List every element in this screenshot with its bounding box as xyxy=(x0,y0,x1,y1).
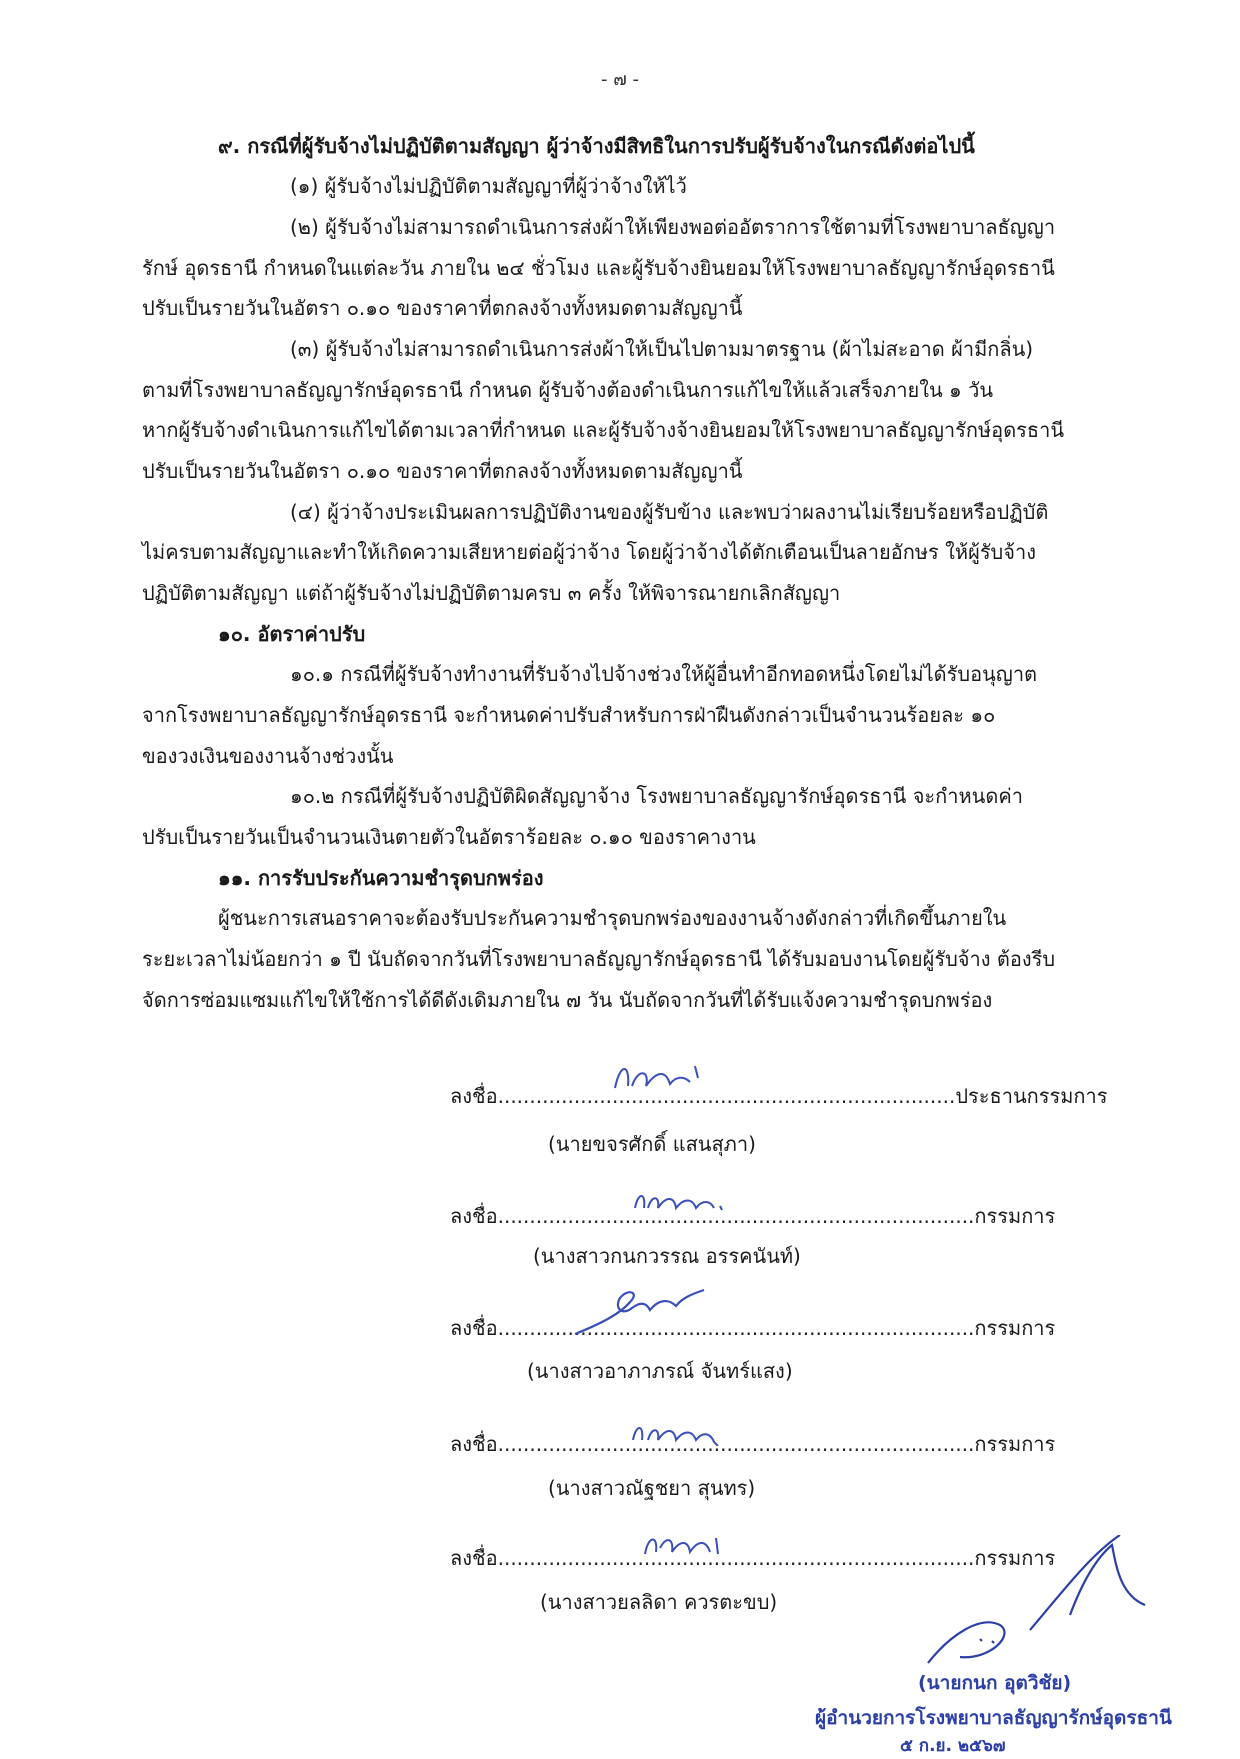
clause-9-2-line3: ปรับเป็นรายวันในอัตรา ๐.๑๐ ของราคาที่ตกลงจ้างทั้งหมดตามสัญญานี้ xyxy=(142,296,743,320)
section-11-line3: จัดการซ่อมแซมแก้ไขให้ใช้การได้ดีดังเดิมภายใน ๗ วัน นับถัดจากวันที่ได้รับแจ้งความชำรุดบกพร่อง xyxy=(142,988,993,1012)
director-title: ผู้อำนวยการโรงพยาบาลธัญญารักษ์อุดรธานี xyxy=(815,1707,1172,1729)
sign-role: กรรมการ xyxy=(974,1204,1056,1228)
signer-name: (นางสาวยลลิดา ควรตะขบ) xyxy=(540,1590,778,1614)
sign-label: ลงชื่อ xyxy=(450,1546,498,1570)
sign-role: กรรมการ xyxy=(974,1546,1056,1570)
clause-10-1-line1: ๑๐.๑ กรณีที่ผู้รับจ้างทำงานที่รับจ้างไปจ้างช่วงให้ผู้อื่นทำอีกทอดหนึ่งโดยไม่ได้รับอนุญาต xyxy=(290,662,1038,686)
sign-dots: ........................................................................... xyxy=(497,1204,975,1228)
section-10-heading: ๑๐. อัตราค่าปรับ xyxy=(218,622,366,646)
handwritten-signature xyxy=(610,1058,710,1098)
sign-label: ลงชื่อ xyxy=(450,1432,498,1456)
approval-date-stamp: ๕ ก.ย. ๒๕๖๗ xyxy=(900,1736,1006,1756)
clause-9-2-line2: รักษ์ อุดรธานี กำหนดในแต่ละวัน ภายใน ๒๔ ชั่วโมง และผู้รับจ้างยินยอมให้โรงพยาบาลธัญญารักษ์อุดรธานี xyxy=(142,256,1055,280)
clause-9-4-line3: ปฏิบัติตามสัญญา แต่ถ้าผู้รับจ้างไม่ปฏิบัติตามครบ ๓ ครั้ง ให้พิจารณายกเลิกสัญญา xyxy=(142,581,841,605)
signature-line xyxy=(450,1200,1055,1232)
handwritten-signature xyxy=(570,1284,710,1340)
sign-dots: ........................................................................... xyxy=(497,1316,975,1340)
sign-role: ประธานกรรมการ xyxy=(955,1084,1108,1108)
clause-10-1-line2: จากโรงพยาบาลธัญญารักษ์อุดรธานี จะกำหนดค่าปรับสำหรับการฝ่าฝืนดังกล่าวเป็นจำนวนร้อยละ ๑๐ xyxy=(142,703,996,727)
section-11-line2: ระยะเวลาไม่น้อยกว่า ๑ ปี นับถัดจากวันที่โรงพยาบาลธัญญารักษ์อุดรธานี ได้รับมอบงานโดยผู้รับจ้าง ต้องรีบ xyxy=(142,947,1056,971)
sign-label: ลงชื่อ xyxy=(450,1084,498,1108)
handwritten-signature xyxy=(640,1526,730,1560)
section-11-line1: ผู้ชนะการเสนอราคาจะต้องรับประกันความชำรุดบกพร่องของงานจ้างดังกล่าวที่เกิดขึ้นภายใน xyxy=(218,906,1007,930)
signature-line xyxy=(450,1428,1055,1460)
section-11-heading: ๑๑. การรับประกันความชำรุดบกพร่อง xyxy=(218,866,544,890)
clause-10-1-line3: ของวงเงินของงานจ้างช่วงนั้น xyxy=(142,744,394,768)
clause-9-4-line1: (๔) ผู้ว่าจ้างประเมินผลการปฏิบัติงานของผู้รับข้าง และพบว่าผลงานไม่เรียบร้อยหรือปฏิบัติ xyxy=(290,500,1049,524)
sign-dots: ........................................................................ xyxy=(497,1084,956,1108)
sign-label: ลงชื่อ xyxy=(450,1316,498,1340)
director-name: (นายกนก อุตวิชัย) xyxy=(918,1672,1072,1694)
clause-10-2-line2: ปรับเป็นรายวันเป็นจำนวนเงินตายตัวในอัตราร้อยละ ๐.๑๐ ของราคางาน xyxy=(142,825,756,849)
signer-name: (นางสาวอาภาภรณ์ จันทร์แสง) xyxy=(527,1359,793,1383)
signature-line xyxy=(450,1312,1055,1344)
section-9-heading: ๙. กรณีที่ผู้รับจ้างไม่ปฏิบัติตามสัญญา ผู้ว่าจ้างมีสิทธิในการปรับผู้รับจ้างในกรณีดังต่อไปนี้ xyxy=(218,134,975,158)
clause-9-3-line1: (๓) ผู้รับจ้างไม่สามารถดำเนินการส่งผ้าให้เป็นไปตามมาตรฐาน (ผ้าไม่สะอาด ผ้ามีกลิ่น) xyxy=(290,337,1034,361)
signer-name: (นางสาวณัฐชยา สุนทร) xyxy=(548,1476,756,1500)
director-handwritten-signature xyxy=(920,1535,1150,1675)
sign-dots: ........................................................................... xyxy=(497,1546,975,1570)
signature-line xyxy=(450,1080,1108,1112)
sign-role: กรรมการ xyxy=(974,1316,1056,1340)
clause-9-2-line1: (๒) ผู้รับจ้างไม่สามารถดำเนินการส่งผ้าให้เพียงพอต่ออัตราการใช้ตามที่โรงพยาบาลธัญญา xyxy=(290,215,1056,239)
sign-label: ลงชื่อ xyxy=(450,1204,498,1228)
handwritten-signature xyxy=(628,1416,728,1446)
clause-9-1: (๑) ผู้รับจ้างไม่ปฏิบัติตามสัญญาที่ผู้ว่าจ้างให้ไว้ xyxy=(290,174,687,198)
clause-9-4-line2: ไม่ครบตามสัญญาและทำให้เกิดความเสียหายต่อผู้ว่าจ้าง โดยผู้ว่าจ้างได้ตักเตือนเป็นลายอักษร ให้ผู้รับจ้าง xyxy=(142,540,1036,564)
handwritten-signature xyxy=(630,1186,730,1216)
sign-role: กรรมการ xyxy=(974,1432,1056,1456)
clause-9-3-line2: ตามที่โรงพยาบาลธัญญารักษ์อุดรธานี กำหนด ผู้รับจ้างต้องดำเนินการแก้ไขให้แล้วเสร็จภายใน ๑ วัน xyxy=(142,378,994,402)
clause-9-3-line4: ปรับเป็นรายวันในอัตรา ๐.๑๐ ของราคาที่ตกลงจ้างทั้งหมดตามสัญญานี้ xyxy=(142,459,743,483)
signer-name: (นางสาวกนกวรรณ อรรคนันท์) xyxy=(533,1244,801,1268)
page-number: - ๗ - xyxy=(601,69,639,90)
clause-9-3-line3: หากผู้รับจ้างดำเนินการแก้ไขได้ตามเวลาที่กำหนด และผู้รับจ้างจ้างยินยอมให้โรงพยาบาลธัญญารักษ์อุดรธานี xyxy=(142,418,1065,442)
clause-10-2-line1: ๑๐.๒ กรณีที่ผู้รับจ้างปฏิบัติผิดสัญญาจ้าง โรงพยาบาลธัญญารักษ์อุดรธานี จะกำหนดค่า xyxy=(290,784,1023,808)
sign-dots: ........................................................................... xyxy=(497,1432,975,1456)
signer-name: (นายขจรศักดิ์ แสนสุภา) xyxy=(548,1132,756,1156)
